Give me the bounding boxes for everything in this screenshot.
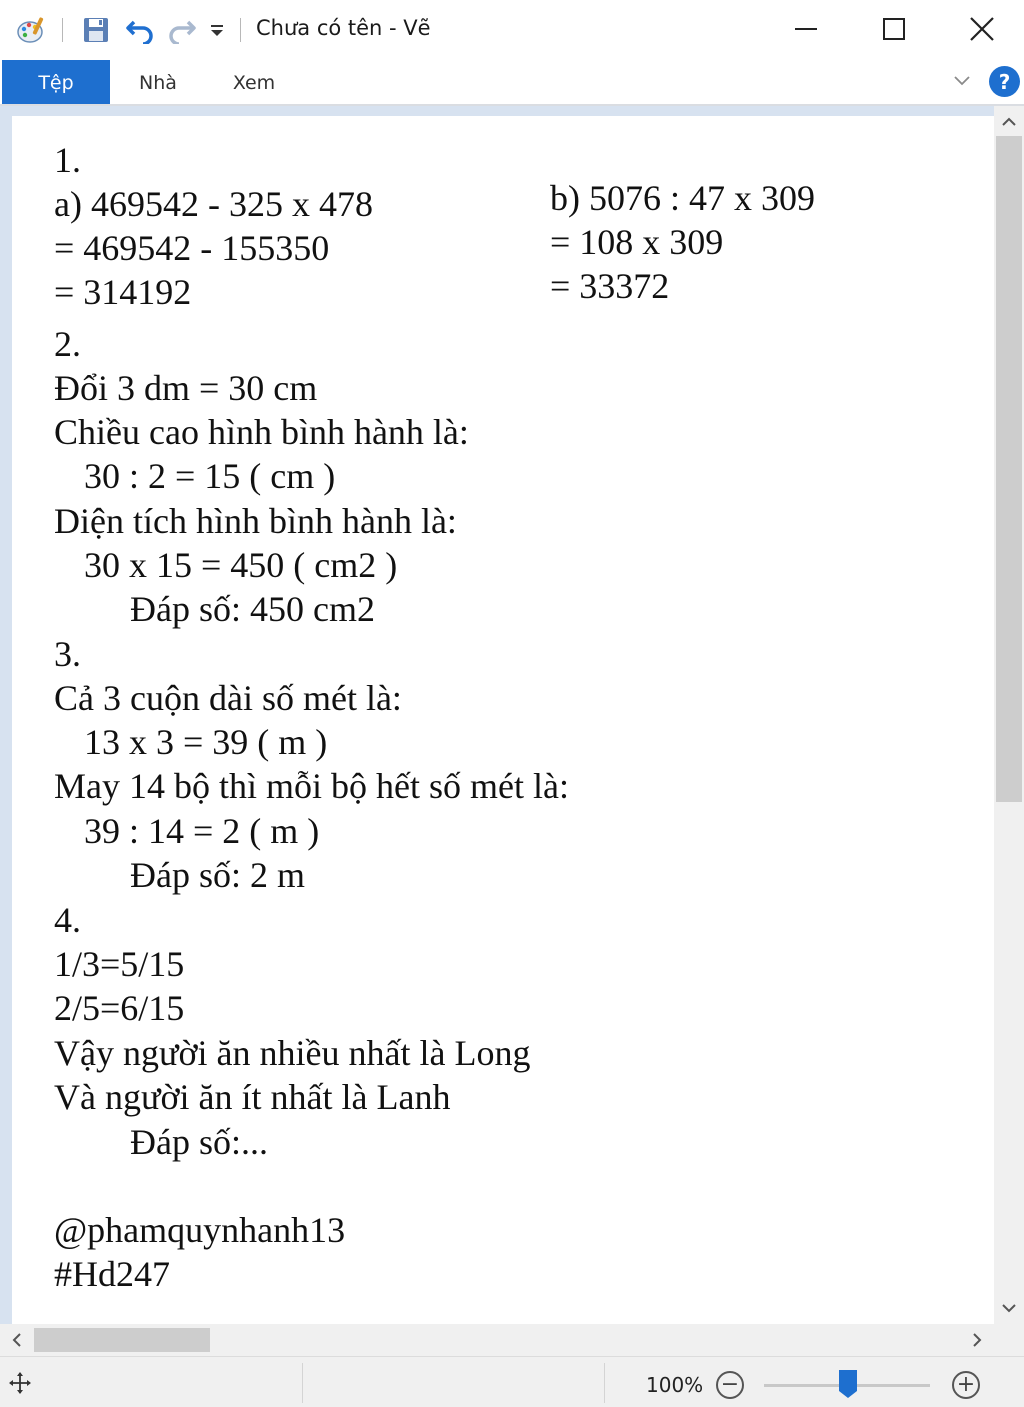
vertical-scrollbar[interactable] [994, 106, 1024, 1324]
collapse-ribbon-button[interactable] [951, 72, 973, 90]
status-divider [302, 1363, 303, 1403]
scroll-left-button[interactable] [4, 1328, 30, 1352]
vertical-scroll-thumb[interactable] [996, 136, 1022, 802]
canvas-text-line: Chiều cao hình bình hành là: [54, 412, 469, 452]
scrollbar-corner [994, 1324, 1024, 1356]
canvas-text-line: #Hd247 [54, 1254, 170, 1294]
tab-home[interactable]: Nhà [139, 71, 177, 94]
toolbar-separator [240, 18, 241, 42]
customize-quick-access-icon[interactable] [204, 12, 230, 48]
canvas-text-line: 13 x 3 = 39 ( m ) [84, 722, 328, 762]
canvas-text-line: b) 5076 : 47 x 309 [550, 178, 815, 218]
canvas-workspace [0, 106, 994, 1324]
chevron-down-icon [1001, 1302, 1017, 1314]
canvas-text-line: 1. [54, 140, 81, 180]
zoom-slider-thumb[interactable] [838, 1369, 858, 1399]
toolbar-separator [62, 18, 63, 42]
tab-file[interactable]: Tệp [2, 60, 110, 105]
minimize-icon [794, 17, 818, 41]
undo-icon[interactable] [122, 12, 158, 48]
title-bar [0, 0, 1024, 60]
canvas-text-line: = 469542 - 155350 [54, 228, 330, 268]
canvas-text-line: = 108 x 309 [550, 222, 724, 262]
zoom-in-button[interactable]: + [952, 1371, 980, 1399]
canvas-text-line: 1/3=5/15 [54, 944, 185, 984]
canvas-text-line: Cả 3 cuộn dài số mét là: [54, 678, 402, 718]
canvas-text-line: = 33372 [550, 266, 670, 306]
minimize-button[interactable] [762, 0, 850, 58]
paint-palette-icon[interactable] [14, 12, 50, 48]
canvas-text-line: Diện tích hình bình hành là: [54, 501, 457, 541]
canvas-text-line: a) 469542 - 325 x 478 [54, 184, 373, 224]
canvas-text-line: Đáp số: 450 cm2 [130, 589, 375, 629]
maximize-button[interactable] [850, 0, 938, 58]
chevron-down-icon [953, 75, 971, 87]
canvas-text-line: @phamquynhanh13 [54, 1210, 346, 1250]
canvas-text-line: 39 : 14 = 2 ( m ) [84, 811, 320, 851]
horizontal-scroll-thumb[interactable] [34, 1328, 210, 1352]
maximize-icon [882, 17, 906, 41]
horizontal-scrollbar[interactable] [0, 1324, 994, 1356]
save-icon[interactable] [78, 12, 114, 48]
redo-icon[interactable] [164, 12, 200, 48]
canvas-text-line: Vậy người ăn nhiều nhất là Long [54, 1033, 531, 1073]
canvas-text-line: Đổi 3 dm = 30 cm [54, 368, 318, 408]
canvas-text-line: May 14 bộ thì mỗi bộ hết số mét là: [54, 766, 569, 806]
canvas-text-line: = 314192 [54, 272, 192, 312]
canvas-text-line: 30 x 15 = 450 ( cm2 ) [84, 545, 398, 585]
zoom-out-button[interactable]: − [716, 1371, 744, 1399]
canvas-text-line: Đáp số:... [130, 1122, 268, 1162]
chevron-left-icon [11, 1332, 23, 1348]
canvas-text-line: Đáp số: 2 m [130, 855, 305, 895]
status-divider [604, 1363, 605, 1403]
tab-view[interactable]: Xem [232, 71, 276, 94]
drawing-canvas[interactable] [12, 116, 994, 1324]
scroll-right-button[interactable] [964, 1328, 990, 1352]
canvas-text-line: 3. [54, 634, 81, 674]
canvas-text-line: 2. [54, 324, 81, 364]
canvas-text-line: 2/5=6/15 [54, 988, 185, 1028]
help-button[interactable]: ? [989, 66, 1020, 97]
close-icon [969, 16, 995, 42]
chevron-right-icon [971, 1332, 983, 1348]
close-button[interactable] [938, 0, 1024, 58]
canvas-text-line: 4. [54, 900, 81, 940]
scroll-down-button[interactable] [994, 1296, 1024, 1320]
move-cursor-icon [6, 1369, 34, 1397]
canvas-text-line: 30 : 2 = 15 ( cm ) [84, 456, 336, 496]
canvas-text-line: Và người ăn ít nhất là Lanh [54, 1077, 451, 1117]
ribbon-tabs [0, 60, 1024, 106]
zoom-level-label: 100% [646, 1373, 704, 1397]
chevron-up-icon [1001, 116, 1017, 128]
window-title: Chưa có tên - Vẽ [256, 16, 431, 40]
status-bar [0, 1356, 1024, 1407]
scroll-up-button[interactable] [994, 110, 1024, 134]
